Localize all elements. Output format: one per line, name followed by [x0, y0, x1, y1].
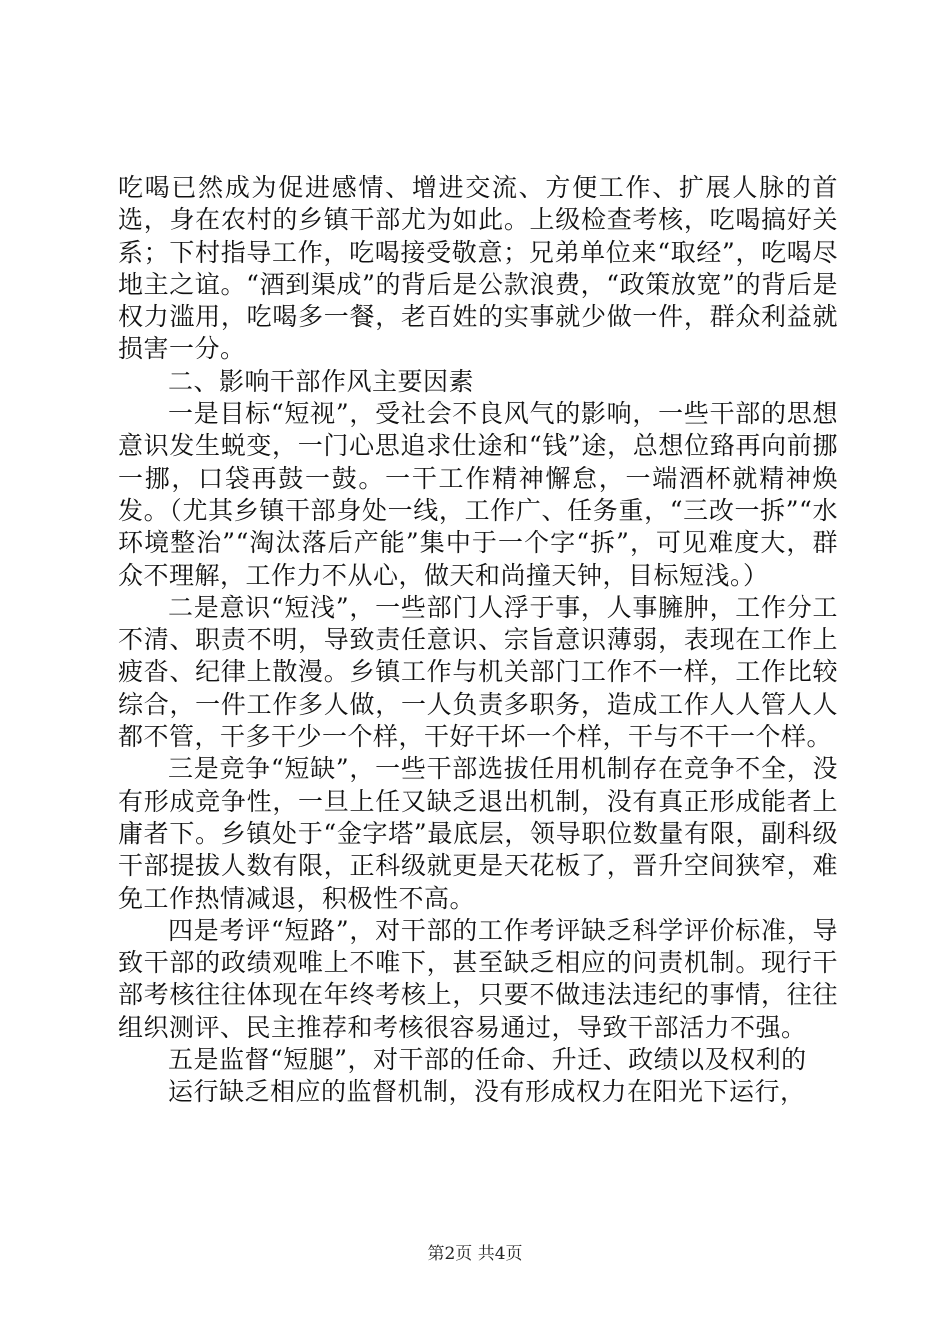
paragraph-dining-culture: 吃喝已然成为促进感情、增进交流、方便工作、扩展人脉的首选，身在农村的乡镇干部尤为如此。上级检查考核，吃喝搞好关系；下村指导工作，吃喝接受敬意；兄弟单位来“取经”，吃喝尽地主之谊。“酒到渠成”的背后是公款浪费，“政策放宽”的背后是权力滥用，吃喝多一餐，老百姓的实事就少做一件，群众利益就损害一分。 [118, 173, 838, 364]
paragraph-awareness-shallow: 二是意识“短浅”，一些部门人浮于事，人事臃肿，工作分工不清、职责不明，导致责任意识、宗旨意识薄弱，表现在工作上疲沓、纪律上散漫。乡镇工作与机关部门工作不一样，工作比较综合，一件工作多人做，一人负责多职务，造成工作人人管人人都不管，干多干少一个样，干好干坏一个样，干与不干一个样。 [118, 592, 838, 752]
page-number-footer: 第2页 共4页 [427, 1244, 523, 1264]
document-body [118, 172, 838, 1109]
paragraph-competition-lacking: 三是竞争“短缺”，一些干部选拔任用机制存在竞争不全，没有形成竞争性，一旦上任又缺乏退出机制，没有真正形成能者上庸者下。乡镇处于“金字塔”最底层，领导职位数量有限，副科级干部提拔人数有限，正科级就更是天花板了，晋升空间狭窄，难免工作热情减退，积极性不高。 [118, 754, 838, 913]
paragraph-supervision-weak: 五是监督“短腿”，对干部的任命、升迁、政绩以及权利的 [168, 1045, 807, 1075]
paragraph-supervision-continued: 运行缺乏相应的监督机制，没有形成权力在阳光下运行， [168, 1077, 806, 1107]
paragraph-goal-shortsighted: 一是目标“短视”，受社会不良风气的影响，一些干部的思想意识发生蜕变，一门心思追求仕途和“钱”途，总想位臵再向前挪一挪，口袋再鼓一鼓。一干工作精神懈怠，一端酒杯就精神焕发。（尤其乡镇干部身处一线，工作广、任务重，“三改一拆”“水环境整治”“淘汰落后产能”集中于一个字“拆”，可见难度大，群众不理解，工作力不从心，做天和尚撞天钟，目标短浅。） [118, 399, 838, 590]
paragraph-evaluation-short-circuit: 四是考评“短路”，对干部的工作考评缺乏科学评价标准，导致干部的政绩观唯上不唯下，甚至缺乏相应的问责机制。现行干部考核往往体现在年终考核上，只要不做违法违纪的事情，往往组织测评、民主推荐和考核很容易通过，导致干部活力不强。 [118, 915, 838, 1042]
section-heading-factors: 二、影响干部作风主要因素 [168, 366, 475, 396]
